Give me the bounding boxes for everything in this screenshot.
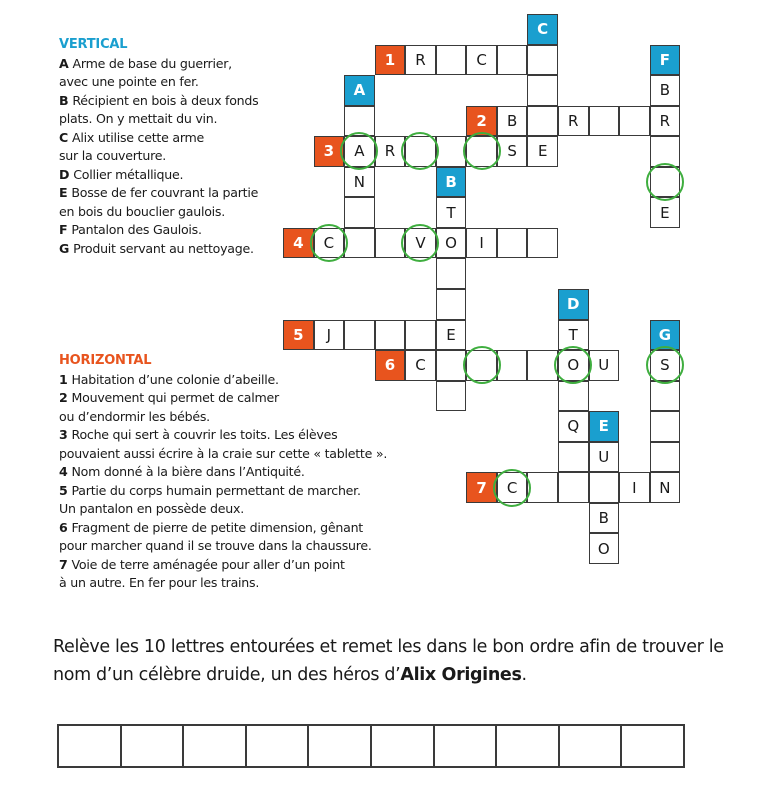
- grid-cell[interactable]: J: [314, 320, 345, 351]
- grid-cell[interactable]: O: [558, 350, 589, 381]
- grid-cell[interactable]: C: [466, 45, 497, 76]
- vertical-label-b: B: [436, 167, 467, 198]
- grid-cell[interactable]: [650, 381, 681, 412]
- grid-cell[interactable]: [405, 320, 436, 351]
- grid-cell[interactable]: [650, 442, 681, 473]
- grid-cell[interactable]: [558, 381, 589, 412]
- grid-cell[interactable]: U: [589, 350, 620, 381]
- grid-cell[interactable]: B: [497, 106, 528, 137]
- horizontal-number-6: 6: [375, 350, 406, 381]
- clue-key: 2: [59, 390, 68, 405]
- clue-text: Alix utilise cette arme: [72, 129, 205, 145]
- clue-text: Pantalon des Gaulois.: [71, 222, 202, 237]
- grid-cell[interactable]: [650, 167, 681, 198]
- grid-cell[interactable]: B: [650, 75, 681, 106]
- answer-boxes: [57, 724, 685, 768]
- grid-cell[interactable]: Q: [558, 411, 589, 442]
- clue-text: sur la couverture.: [59, 148, 167, 163]
- grid-cell[interactable]: R: [558, 106, 589, 137]
- grid-cell[interactable]: [650, 136, 681, 167]
- clue-text: Roche qui sert à couvrir les toits. Les élèves: [71, 427, 338, 442]
- clue-key: 3: [59, 427, 68, 442]
- grid-cell[interactable]: A: [344, 136, 375, 167]
- grid-cell[interactable]: [619, 106, 650, 137]
- clue-text: avec une pointe en fer.: [59, 74, 199, 89]
- grid-cell[interactable]: I: [619, 472, 650, 503]
- vertical-label-c: C: [527, 14, 558, 45]
- clue-text: Habitation d’une colonie d’abeille.: [71, 371, 279, 387]
- book-title: Alix Origines: [400, 665, 522, 685]
- grid-cell[interactable]: [558, 472, 589, 503]
- grid-cell[interactable]: [527, 106, 558, 137]
- grid-cell[interactable]: U: [589, 442, 620, 473]
- grid-cell[interactable]: I: [466, 228, 497, 259]
- clue-text: ou d’endormir les bébés.: [59, 408, 210, 424]
- grid-cell[interactable]: T: [558, 320, 589, 351]
- vertical-label-e: E: [589, 411, 620, 442]
- answer-box[interactable]: [182, 724, 247, 768]
- clue-text: en bois du bouclier gaulois.: [59, 203, 225, 219]
- vertical-label-d: D: [558, 289, 589, 320]
- clue-text: Voie de terre aménagée pour aller d’un point: [71, 556, 345, 572]
- answer-box[interactable]: [558, 724, 623, 768]
- grid-cell[interactable]: [436, 381, 467, 412]
- grid-cell[interactable]: [497, 350, 528, 381]
- grid-cell[interactable]: [436, 258, 467, 289]
- grid-cell[interactable]: R: [405, 45, 436, 76]
- grid-cell[interactable]: [589, 106, 620, 137]
- clue-key: A: [59, 55, 69, 71]
- grid-cell[interactable]: [527, 75, 558, 106]
- grid-cell[interactable]: T: [436, 197, 467, 228]
- grid-cell[interactable]: [650, 411, 681, 442]
- grid-cell[interactable]: [405, 136, 436, 167]
- clue-text: Bosse de fer couvrant la partie: [71, 185, 259, 200]
- grid-cell[interactable]: C: [405, 350, 436, 381]
- clue-key: D: [59, 166, 70, 182]
- grid-cell[interactable]: [497, 45, 528, 76]
- grid-cell[interactable]: O: [589, 533, 620, 564]
- grid-cell[interactable]: N: [344, 167, 375, 198]
- grid-cell[interactable]: [344, 228, 375, 259]
- horizontal-number-1: 1: [375, 45, 406, 76]
- clue-text: Produit servant au nettoyage.: [73, 240, 254, 256]
- grid-cell[interactable]: [466, 350, 497, 381]
- clue-text: Partie du corps humain permettant de marcher.: [71, 482, 361, 498]
- clue-key: 6: [59, 519, 68, 535]
- grid-cell[interactable]: [344, 320, 375, 351]
- answer-box[interactable]: [620, 724, 685, 768]
- grid-cell[interactable]: [436, 136, 467, 167]
- answer-box[interactable]: [495, 724, 560, 768]
- horizontal-number-4: 4: [283, 228, 314, 259]
- answer-box[interactable]: [370, 724, 435, 768]
- horizontal-heading: HORIZONTAL: [59, 353, 152, 368]
- horizontal-number-2: 2: [466, 106, 497, 137]
- clue-text: Fragment de pierre de petite dimension, gênant: [71, 519, 363, 535]
- clue-text: pouvaient aussi écrire à la craie sur cette « tablette ».: [59, 445, 388, 461]
- clue-key: E: [59, 185, 68, 200]
- clue-key: C: [59, 129, 68, 145]
- grid-cell[interactable]: E: [650, 197, 681, 228]
- grid-cell[interactable]: [436, 45, 467, 76]
- grid-cell[interactable]: [436, 350, 467, 381]
- grid-cell[interactable]: C: [497, 472, 528, 503]
- clue-text: Nom donné à la bière dans l’Antiquité.: [71, 464, 305, 479]
- clue-key: F: [59, 222, 68, 237]
- horizontal-number-3: 3: [314, 136, 345, 167]
- clue-text: Un pantalon en possède deux.: [59, 501, 244, 516]
- answer-box[interactable]: [307, 724, 372, 768]
- clue-key: 7: [59, 556, 68, 572]
- grid-cell[interactable]: R: [650, 106, 681, 137]
- clue-key: G: [59, 240, 70, 256]
- grid-cell[interactable]: [466, 136, 497, 167]
- grid-cell[interactable]: N: [650, 472, 681, 503]
- grid-cell[interactable]: [375, 228, 406, 259]
- clue-key: 4: [59, 464, 68, 479]
- answer-box[interactable]: [120, 724, 185, 768]
- grid-cell[interactable]: [527, 472, 558, 503]
- grid-cell[interactable]: [436, 289, 467, 320]
- grid-cell[interactable]: [375, 320, 406, 351]
- grid-cell[interactable]: [527, 45, 558, 76]
- clue-text: Récipient en bois à deux fonds: [72, 92, 259, 108]
- grid-cell[interactable]: S: [497, 136, 528, 167]
- clue-text: à un autre. En fer pour les trains.: [59, 575, 260, 590]
- answer-box[interactable]: [245, 724, 310, 768]
- grid-cell[interactable]: [558, 442, 589, 473]
- horizontal-number-7: 7: [466, 472, 497, 503]
- instructions-text: Relève les 10 lettres entourées et remet les dans le bon ordre afin de trouver le nom d’un célèbre druide, un des héros d’: [53, 637, 724, 685]
- grid-cell[interactable]: R: [375, 136, 406, 167]
- grid-cell[interactable]: [344, 197, 375, 228]
- grid-cell[interactable]: E: [436, 320, 467, 351]
- grid-cell[interactable]: S: [650, 350, 681, 381]
- grid-cell[interactable]: B: [589, 503, 620, 534]
- vertical-label-g: G: [650, 320, 681, 351]
- clue-key: B: [59, 92, 69, 108]
- grid-cell[interactable]: E: [527, 136, 558, 167]
- grid-cell[interactable]: O: [436, 228, 467, 259]
- instructions: [53, 633, 753, 689]
- grid-cell[interactable]: V: [405, 228, 436, 259]
- clue-key: 1: [59, 371, 68, 387]
- instructions-end: .: [521, 665, 527, 685]
- clue-text: plats. On y mettait du vin.: [59, 111, 218, 126]
- horizontal-number-5: 5: [283, 320, 314, 351]
- answer-box[interactable]: [57, 724, 122, 768]
- clue-key: 5: [59, 482, 68, 498]
- grid-cell[interactable]: C: [314, 228, 345, 259]
- grid-cell[interactable]: [497, 228, 528, 259]
- grid-cell[interactable]: [527, 228, 558, 259]
- vertical-label-a: A: [344, 75, 375, 106]
- clue-text: Mouvement qui permet de calmer: [71, 390, 279, 405]
- clue-text: Arme de base du guerrier,: [72, 55, 232, 71]
- vertical-label-f: F: [650, 45, 681, 76]
- answer-box[interactable]: [433, 724, 498, 768]
- clue-text: pour marcher quand il se trouve dans la chaussure.: [59, 538, 372, 553]
- grid-cell[interactable]: [589, 472, 620, 503]
- vertical-heading: VERTICAL: [59, 37, 128, 52]
- grid-cell[interactable]: [344, 106, 375, 137]
- grid-cell[interactable]: [527, 350, 558, 381]
- clue-text: Collier métallique.: [73, 166, 184, 182]
